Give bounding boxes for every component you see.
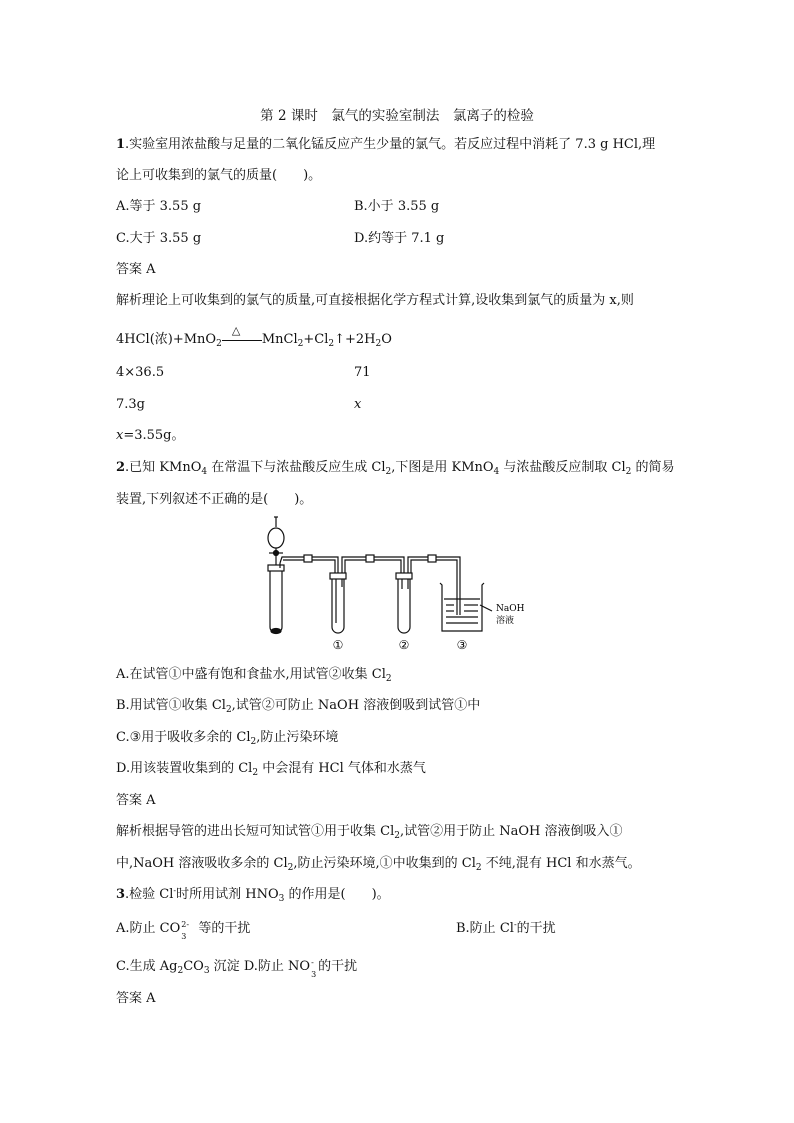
sub: 2 (177, 966, 184, 976)
label-solution: 溶液 (496, 616, 515, 626)
q3-option-b (456, 920, 556, 938)
q1-answer: 答案 A (116, 262, 156, 277)
q2-answer: 答案 A (116, 793, 156, 808)
q2-stem-line-2: 装置,下列叙述不正确的是( )。 (116, 492, 313, 507)
q2-option-c (116, 729, 338, 747)
analysis-text: ,试管②用于防止 NaOH 溶液倒吸入① (399, 824, 623, 839)
opt-text: D.防止 NO (243, 959, 311, 974)
q1-stem-line-1 (116, 136, 655, 154)
eq-sub: 2 (216, 339, 222, 349)
eq-product-3: ↑+2H (334, 332, 376, 347)
page-title: 第 2 课时 氯气的实验室制法 氯离子的检验 (260, 108, 534, 124)
opt-text: C.③用于吸收多余的 Cl (116, 730, 251, 745)
sub: 2 (394, 831, 400, 841)
q1-options-row-2 (116, 230, 445, 248)
q3-answer: 答案 A (116, 991, 156, 1006)
delivery-tube-1 (280, 555, 338, 577)
sub: 3 (311, 969, 317, 979)
q3-option-d (243, 957, 358, 979)
result-value: =3.55g。 (123, 428, 185, 443)
sub: 2 (225, 705, 232, 715)
q3-number: 3 (116, 887, 126, 902)
q1-option-a: A.等于 3.55 g (116, 199, 202, 214)
calc-unknown: x (354, 397, 362, 412)
test-tube-1 (330, 573, 346, 633)
analysis-text: 中,NaOH 溶液吸收多余的 Cl (116, 856, 288, 871)
eq-product-1: MnCl (261, 332, 298, 347)
opt-text: A.防止 CO (116, 921, 181, 936)
apparatus-figure (258, 515, 538, 655)
opt-text: B.用试管①收集 Cl (116, 698, 226, 713)
calc-given-mass: 7.3g (116, 397, 145, 412)
q1-analysis: 解析理论上可收集到的氯气的质量,可直接根据化学方程式计算,设收集到氯气的质量为 x,则 (116, 293, 634, 308)
q2-stem-line-1 (116, 459, 675, 477)
separatory-funnel (268, 517, 284, 570)
q1-option-b: B.小于 3.55 g (354, 199, 440, 214)
q1-equation (116, 323, 392, 349)
label-naoh: NaOH (496, 604, 525, 614)
sub: 3 (278, 894, 285, 904)
carbonate-script (180, 919, 194, 941)
q2-option-d (116, 760, 426, 778)
sub: 2 (385, 674, 392, 684)
beaker (440, 583, 492, 631)
sub: 2 (250, 737, 257, 747)
opt-text: 等的干扰 (194, 921, 251, 936)
analysis-text: ,防止污染环境,①中收集到的 Cl (293, 856, 476, 871)
eq-sub: 2 (375, 339, 382, 349)
eq-product-4: O (381, 332, 392, 347)
sup: - (173, 886, 177, 895)
label-beaker: ③ (456, 638, 468, 652)
opt-text: CO (183, 959, 204, 974)
delivery-tube-3 (408, 555, 460, 615)
reaction-bar (222, 340, 262, 341)
q3-options-row-1 (116, 919, 556, 941)
q3-option-a (116, 919, 251, 941)
sub: 3 (203, 966, 210, 976)
calc-cl2-mass: 71 (354, 365, 371, 380)
generator-tube (268, 563, 284, 634)
delivery-tube-2 (342, 555, 404, 577)
q2-number: 2 (116, 460, 126, 475)
q2-text: 的简易 (631, 460, 675, 475)
opt-text: 沉淀 (209, 959, 244, 974)
opt-text: D.用该装置收集到的 Cl (116, 761, 253, 776)
q2-text: .已知 KMnO (125, 460, 202, 475)
analysis-text: 不纯,混有 HCl 和水蒸气。 (481, 856, 641, 871)
q1-option-c: C.大于 3.55 g (116, 231, 202, 246)
q3-text: .检验 Cl (125, 887, 174, 902)
opt-text: B.防止 Cl (456, 921, 514, 936)
q1-calc-row-1 (116, 364, 371, 382)
q1-option-d: D.约等于 7.1 g (354, 231, 445, 246)
opt-text: ,防止污染环境 (256, 730, 339, 745)
q2-option-a (116, 666, 392, 684)
opt-text: 的干扰 (516, 921, 556, 936)
opt-text: C.生成 Ag (116, 959, 178, 974)
label-tube-1: ① (332, 638, 344, 652)
nitrate-script (310, 957, 318, 979)
q3-stem (116, 886, 390, 904)
q3-text: 时所用试剂 HNO (176, 887, 279, 902)
sub: 2 (475, 863, 482, 873)
q3-text: 的作用是( )。 (284, 887, 390, 902)
sup: - (513, 920, 517, 929)
q2-option-b (116, 697, 480, 715)
test-tube-2 (396, 573, 412, 633)
q1-stem-line-2: 论上可收集到的氯气的质量( )。 (116, 168, 322, 183)
opt-text: 的干扰 (318, 959, 358, 974)
calc-molar-mass: 4×36.5 (116, 365, 165, 380)
q3-options-row-2 (116, 957, 358, 979)
sub: 2 (385, 467, 392, 477)
sub: 2 (287, 863, 294, 873)
sub: 3 (181, 931, 187, 941)
q2-text: 在常温下与浓盐酸反应生成 Cl (207, 460, 386, 475)
q1-number: 1 (116, 137, 126, 152)
sub: 4 (493, 467, 500, 477)
q3-option-c (116, 959, 244, 974)
sup: 2- (181, 919, 190, 929)
sub: 2 (252, 768, 259, 778)
opt-text: ,试管②可防止 NaOH 溶液倒吸到试管①中 (231, 698, 481, 713)
sub: 4 (201, 467, 208, 477)
q1-result (116, 427, 185, 445)
q2-text: 与浓盐酸反应制取 Cl (499, 460, 626, 475)
q2-text: ,下图是用 KMnO (391, 460, 494, 475)
q1-stem-text: .实验室用浓盐酸与足量的二氧化锰反应产生少量的氯气。若反应过程中消耗了 7.3 g HCl,理 (125, 137, 656, 152)
result-variable: x (116, 428, 124, 443)
sup: - (311, 957, 314, 967)
analysis-text: 解析根据导管的进出长短可知试管①用于收集 Cl (116, 824, 395, 839)
eq-sub: 2 (328, 339, 335, 349)
q2-analysis-line-1 (116, 823, 623, 841)
opt-text: 中会混有 HCl 气体和水蒸气 (258, 761, 426, 776)
q2-analysis-line-2 (116, 855, 641, 873)
heat-triangle-icon: △ (231, 323, 241, 337)
sub: 2 (625, 467, 632, 477)
eq-product-2: +Cl (303, 332, 329, 347)
eq-sub: 2 (297, 339, 304, 349)
reaction-arrow-heat (222, 323, 262, 346)
q1-calc-row-2 (116, 396, 362, 414)
opt-text: A.在试管①中盛有饱和食盐水,用试管②收集 Cl (116, 667, 386, 682)
label-tube-2: ② (398, 638, 410, 652)
q1-options-row-1 (116, 198, 440, 216)
eq-reactants: 4HCl(浓)+MnO (116, 332, 217, 347)
